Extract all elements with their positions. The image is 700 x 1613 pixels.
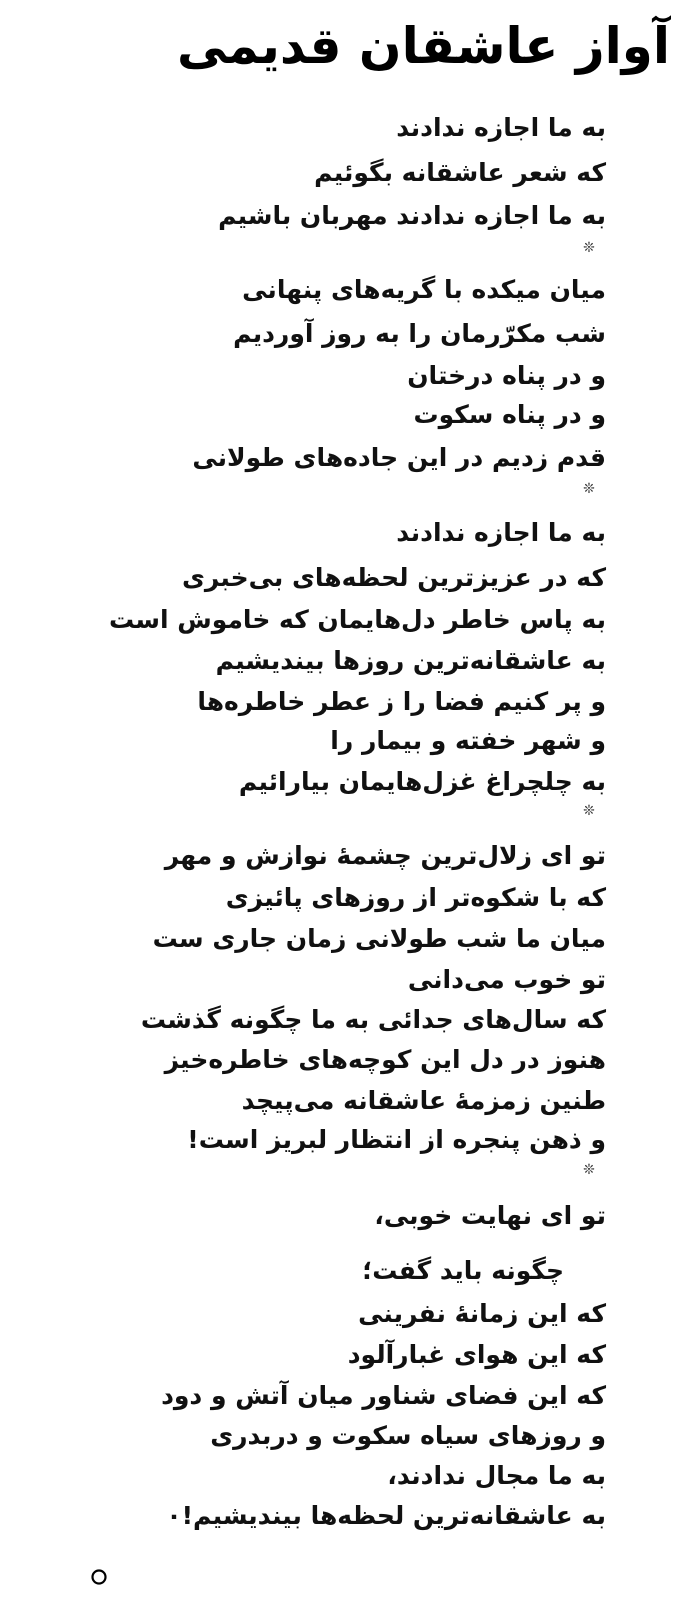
poem-line: و روزهای سیاه سکوت و دربدری	[210, 1421, 606, 1450]
poem-line: که این فضای شناور میان آتش و دود	[161, 1381, 606, 1410]
poem-line: شب مکرّرمان را به روز آوردیم	[233, 319, 606, 348]
poem-line: به چلچراغ غزل‌هایمان بیارائیم	[238, 767, 606, 796]
poem-line: که شعر عاشقانه بگوئیم	[314, 158, 606, 187]
poem-line: قدم زدیم در این جاده‌های طولانی	[192, 443, 606, 472]
poem-line: تو ای زلال‌ترین چشمهٔ نوازش و مهر	[164, 841, 606, 870]
poem-line: چگونه باید گفت؛	[362, 1256, 564, 1285]
poem-title: آواز عاشقان قدیمی	[177, 17, 670, 75]
poem-line: به ما اجازه ندادند مهربان باشیم	[218, 201, 606, 230]
poem-line: میان ما شب طولانی زمان جاری ست	[152, 924, 606, 953]
poem-line: و در پناه درختان	[407, 361, 606, 390]
poem-line: و پر کنیم فضا را ز عطر خاطره‌ها	[197, 687, 606, 716]
poem-line: و ذهن پنجره از انتظار لبریز است!	[187, 1125, 606, 1154]
poem-line: به عاشقانه‌ترین روزها بیندیشیم	[215, 646, 606, 675]
poem-line: هنوز در دل این کوچه‌های خاطره‌خیز	[164, 1045, 606, 1074]
poem-line: تو خوب می‌دانی	[407, 965, 606, 994]
stanza-separator-icon: ❊	[583, 481, 595, 497]
poem-line: طنین زمزمهٔ عاشقانه می‌پیچد	[241, 1086, 606, 1115]
stanza-separator-icon: ❊	[583, 803, 595, 819]
poem-line: و در پناه سکوت	[413, 400, 606, 429]
poem-line: تو ای نهایت خوبی،	[374, 1201, 606, 1230]
poem-line: به ما اجازه ندادند	[396, 518, 606, 547]
poem-line: که این زمانهٔ نفرینی	[358, 1299, 606, 1328]
poem-line: که این هوای غبارآلود	[347, 1340, 606, 1369]
poem-line: که در عزیزترین لحظه‌های بی‌خبری	[181, 563, 606, 592]
poem-line: که سال‌های جدائی به ما چگونه گذشت	[140, 1005, 606, 1034]
poem-line: که با شکوه‌تر از روزهای پائیزی	[225, 883, 606, 912]
poem-line: به پاس خاطر دل‌هایمان که خاموش است	[108, 605, 606, 634]
end-circle-icon	[90, 1568, 108, 1586]
poem-line: به ما مجال ندادند،	[387, 1461, 606, 1490]
stanza-separator-icon: ❊	[583, 240, 595, 256]
poem-line: به عاشقانه‌ترین لحظه‌ها بیندیشیم!٠	[166, 1501, 606, 1530]
poem-line: و شهر خفته و بیمار را	[330, 726, 606, 755]
stanza-separator-icon: ❊	[583, 1162, 595, 1178]
poem-line: به ما اجازه ندادند	[396, 113, 606, 142]
poem-line: میان میکده با گریه‌های پنهانی	[242, 275, 606, 304]
